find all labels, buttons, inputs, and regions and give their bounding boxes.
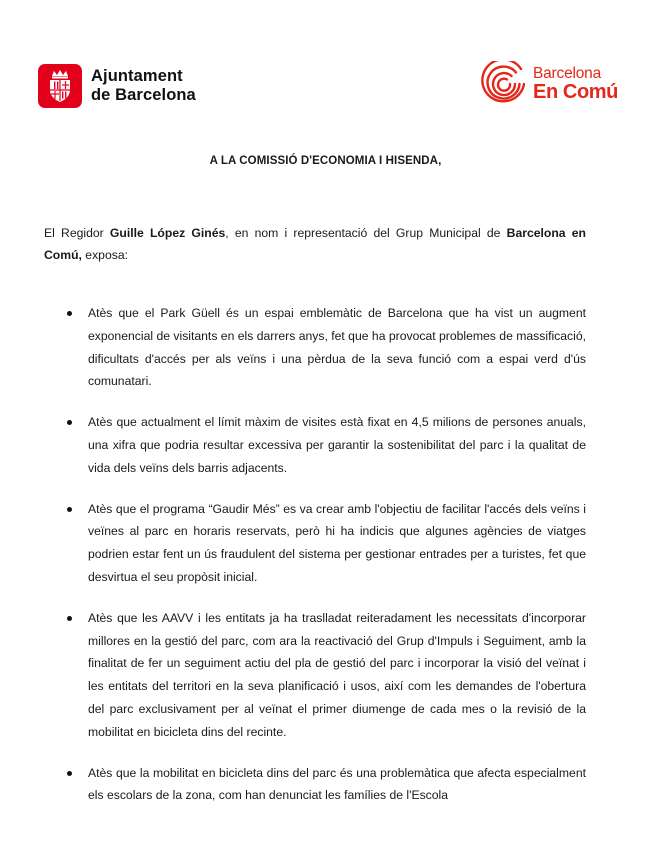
bullet-text: Atès que el Park Güell és un espai emblemàtic de Barcelona que ha vist un augment exponencial de visitants en els darrers anys, fet que ha provocat problemes de massificació, dificultats d'accés per als veïns i una pèrdua de la seva funció com a espai verd d'ús comunatari.: [88, 306, 586, 389]
intro-paragraph: [44, 222, 586, 266]
bullet-text: Atès que el programa “Gaudir Més” es va crear amb l'objectiu de facilitar l'accés dels veïns i veïnes al parc en horaris reservats, però hi ha indicis que algunes agències de viatges podrien estar fent un ús fraudulent del sistema per gestionar entrades per a turistes, fet que desvirtua el seu propòsit inicial.: [88, 501, 586, 584]
intro-text-2: , en nom i representació del Grup Municipal de: [225, 226, 507, 240]
bullet-text: Atès que les AAVV i les entitats ja ha traslladat reiteradament les necessitats d'incorporar millores en la gestió del parc, com ara la reactivació del Grup d'Impuls i Seguiment, amb la finalitat de fer un seguiment actiu del pla de gestió del parc i incorporar la visió del veïnat i les entitats del territori en la seva planificació i usos, així com les demandes de l'obertura del parc exclusivament per al veïnat el primer diumenge de cada mes o la revisió de la mobilitat en bicicleta dins del recinte.: [88, 610, 586, 739]
bullet-text: Atès que actualment el límit màxim de visites està fixat en 4,5 milions de persones anuals, una xifra que podria resultar excessiva per garantir la sostenibilitat del parc i la qualitat de vida dels veïns dels barris adjacents.: [88, 415, 586, 475]
concentric-arcs-icon: [481, 61, 527, 107]
intro-text-3: exposa:: [81, 248, 128, 262]
bullet-dot-icon: [67, 420, 72, 425]
bullet-dot-icon: [67, 507, 72, 512]
bullet-dot-icon: [67, 771, 72, 776]
ajuntament-line2: de Barcelona: [91, 86, 196, 104]
intro-text-1: El Regidor: [44, 226, 110, 240]
bullet-item: [0, 762, 586, 808]
bullet-dot-icon: [67, 311, 72, 316]
bullet-dot-icon: [67, 616, 72, 621]
bullet-list: [0, 302, 651, 825]
barcelona-crest-icon: [38, 64, 82, 108]
document-heading: A LA COMISSIÓ D'ECONOMIA I HISENDA,: [209, 155, 442, 167]
ajuntament-logo: [38, 64, 196, 108]
bullet-item: [0, 302, 586, 393]
ajuntament-wordmark: [91, 67, 196, 105]
bcom-line2: En Comú: [533, 81, 618, 103]
councillor-name: Guille López Ginés: [109, 226, 226, 240]
bcom-line1: Barcelona: [533, 65, 601, 82]
barcelona-en-comu-logo: [481, 61, 618, 107]
bullet-text: Atès que la mobilitat en bicicleta dins del parc és una problemàtica que afecta especialment els escolars de la zona, com han denunciat les famílies de l'Escola: [88, 765, 586, 803]
ajuntament-line1: Ajuntament: [91, 67, 183, 85]
bullet-item: [0, 607, 586, 744]
group-name: Barcelona en Comú,: [44, 226, 586, 262]
bullet-item: [0, 411, 586, 479]
bcom-wordmark: [533, 65, 618, 103]
bullet-item: [0, 498, 586, 589]
